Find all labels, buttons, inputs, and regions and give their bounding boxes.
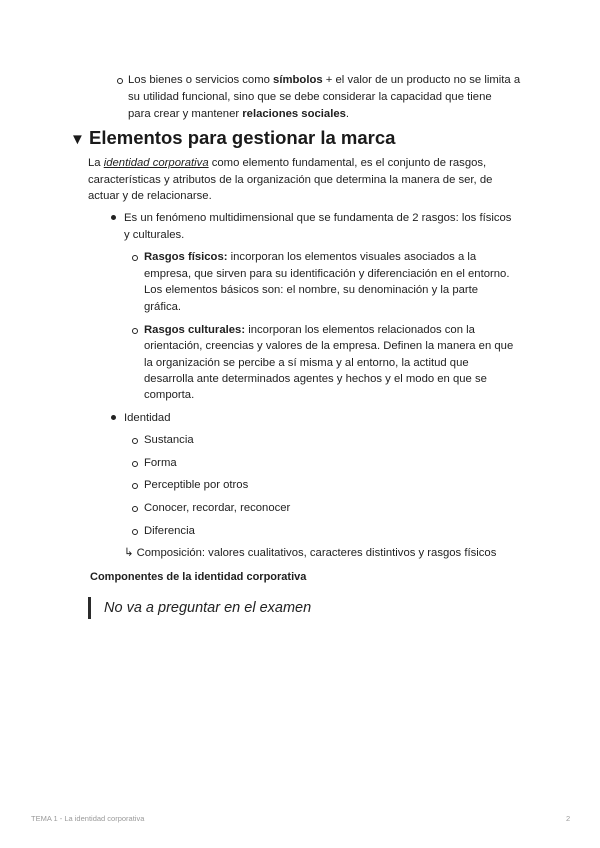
hollow-bullet-icon <box>132 483 138 489</box>
intro-line3: actuar y de relacionarse. <box>88 190 212 202</box>
footer-title: TEMA 1 - La identidad corporativa <box>31 814 145 823</box>
identidad-item-forma: Forma <box>144 457 177 469</box>
page-number: 2 <box>566 814 571 823</box>
identidad-item-diferencia: Diferencia <box>144 525 195 537</box>
solid-bullet-icon <box>111 415 116 420</box>
bullet1-line1: Es un fenómeno multidimensional que se fundamenta de 2 rasgos: los físicos <box>124 212 512 224</box>
solid-bullet-icon <box>111 215 116 220</box>
rasgos-fisicos-line2: empresa, que sirven para su identificación y diferenciación en el entorno. <box>144 268 510 280</box>
top-item-line2: su utilidad funcional, sino que se debe considerar la capacidad que tiene <box>128 91 492 103</box>
intro-line2: características y atributos de la organización que determina la manera de ser, de <box>88 174 493 186</box>
rasgos-culturales-line5: comporta. <box>144 389 195 401</box>
hollow-bullet-icon <box>132 461 138 467</box>
hollow-bullet-icon <box>117 78 123 84</box>
top-item-line3: para crear y mantener relaciones sociales. <box>128 108 350 120</box>
rasgos-culturales-line1: Rasgos culturales: incorporan los elementos relacionados con la <box>144 324 475 336</box>
identidad-label: Identidad <box>124 412 171 424</box>
section-title: Elementos para gestionar la marca <box>89 127 396 148</box>
quote-bar <box>88 597 91 619</box>
rasgos-fisicos-line3: Los elementos básicos son: el nombre, su denominación y la parte <box>144 284 479 296</box>
composicion-arrow-line: ↳ Composición: valores cualitativos, caracteres distintivos y rasgos físicos <box>124 547 497 559</box>
components-label: Componentes de la identidad corporativa <box>90 571 307 583</box>
identidad-item-conocer: Conocer, recordar, reconocer <box>144 502 291 514</box>
toggle-triangle-icon[interactable]: ▼ <box>70 131 85 148</box>
section-heading <box>70 127 395 151</box>
quote-text: No va a preguntar en el examen <box>104 600 312 616</box>
rasgos-culturales-line3: la organización se percibe a sí misma y al entorno, la actitud que <box>144 357 469 369</box>
identidad-item-perceptible: Perceptible por otros <box>144 479 249 491</box>
bullet1-line2: y culturales. <box>124 229 185 241</box>
hollow-bullet-icon <box>132 328 138 334</box>
identidad-corporativa-link[interactable]: identidad corporativa <box>103 157 209 169</box>
identidad-item-sustancia: Sustancia <box>144 434 194 446</box>
hollow-bullet-icon <box>132 529 138 535</box>
rasgos-culturales-line4: desarrolla ante determinados agentes y hechos y el modo en que se <box>144 373 487 385</box>
rasgos-fisicos-line1: Rasgos físicos: incorporan los elementos visuales asociados a la <box>144 251 477 263</box>
hollow-bullet-icon <box>132 438 138 444</box>
rasgos-fisicos-line4: gráfica. <box>144 301 182 313</box>
rasgos-culturales-line2: orientación, creencias y valores de la empresa. Definen la manera en que <box>144 340 514 352</box>
top-item-line1: Los bienes o servicios como símbolos + el valor de un producto no se limita a <box>128 74 521 86</box>
hollow-bullet-icon <box>132 506 138 512</box>
hollow-bullet-icon <box>132 255 138 261</box>
intro-line1: La identidad corporativa como elemento fundamental, es el conjunto de rasgos, <box>88 157 487 169</box>
